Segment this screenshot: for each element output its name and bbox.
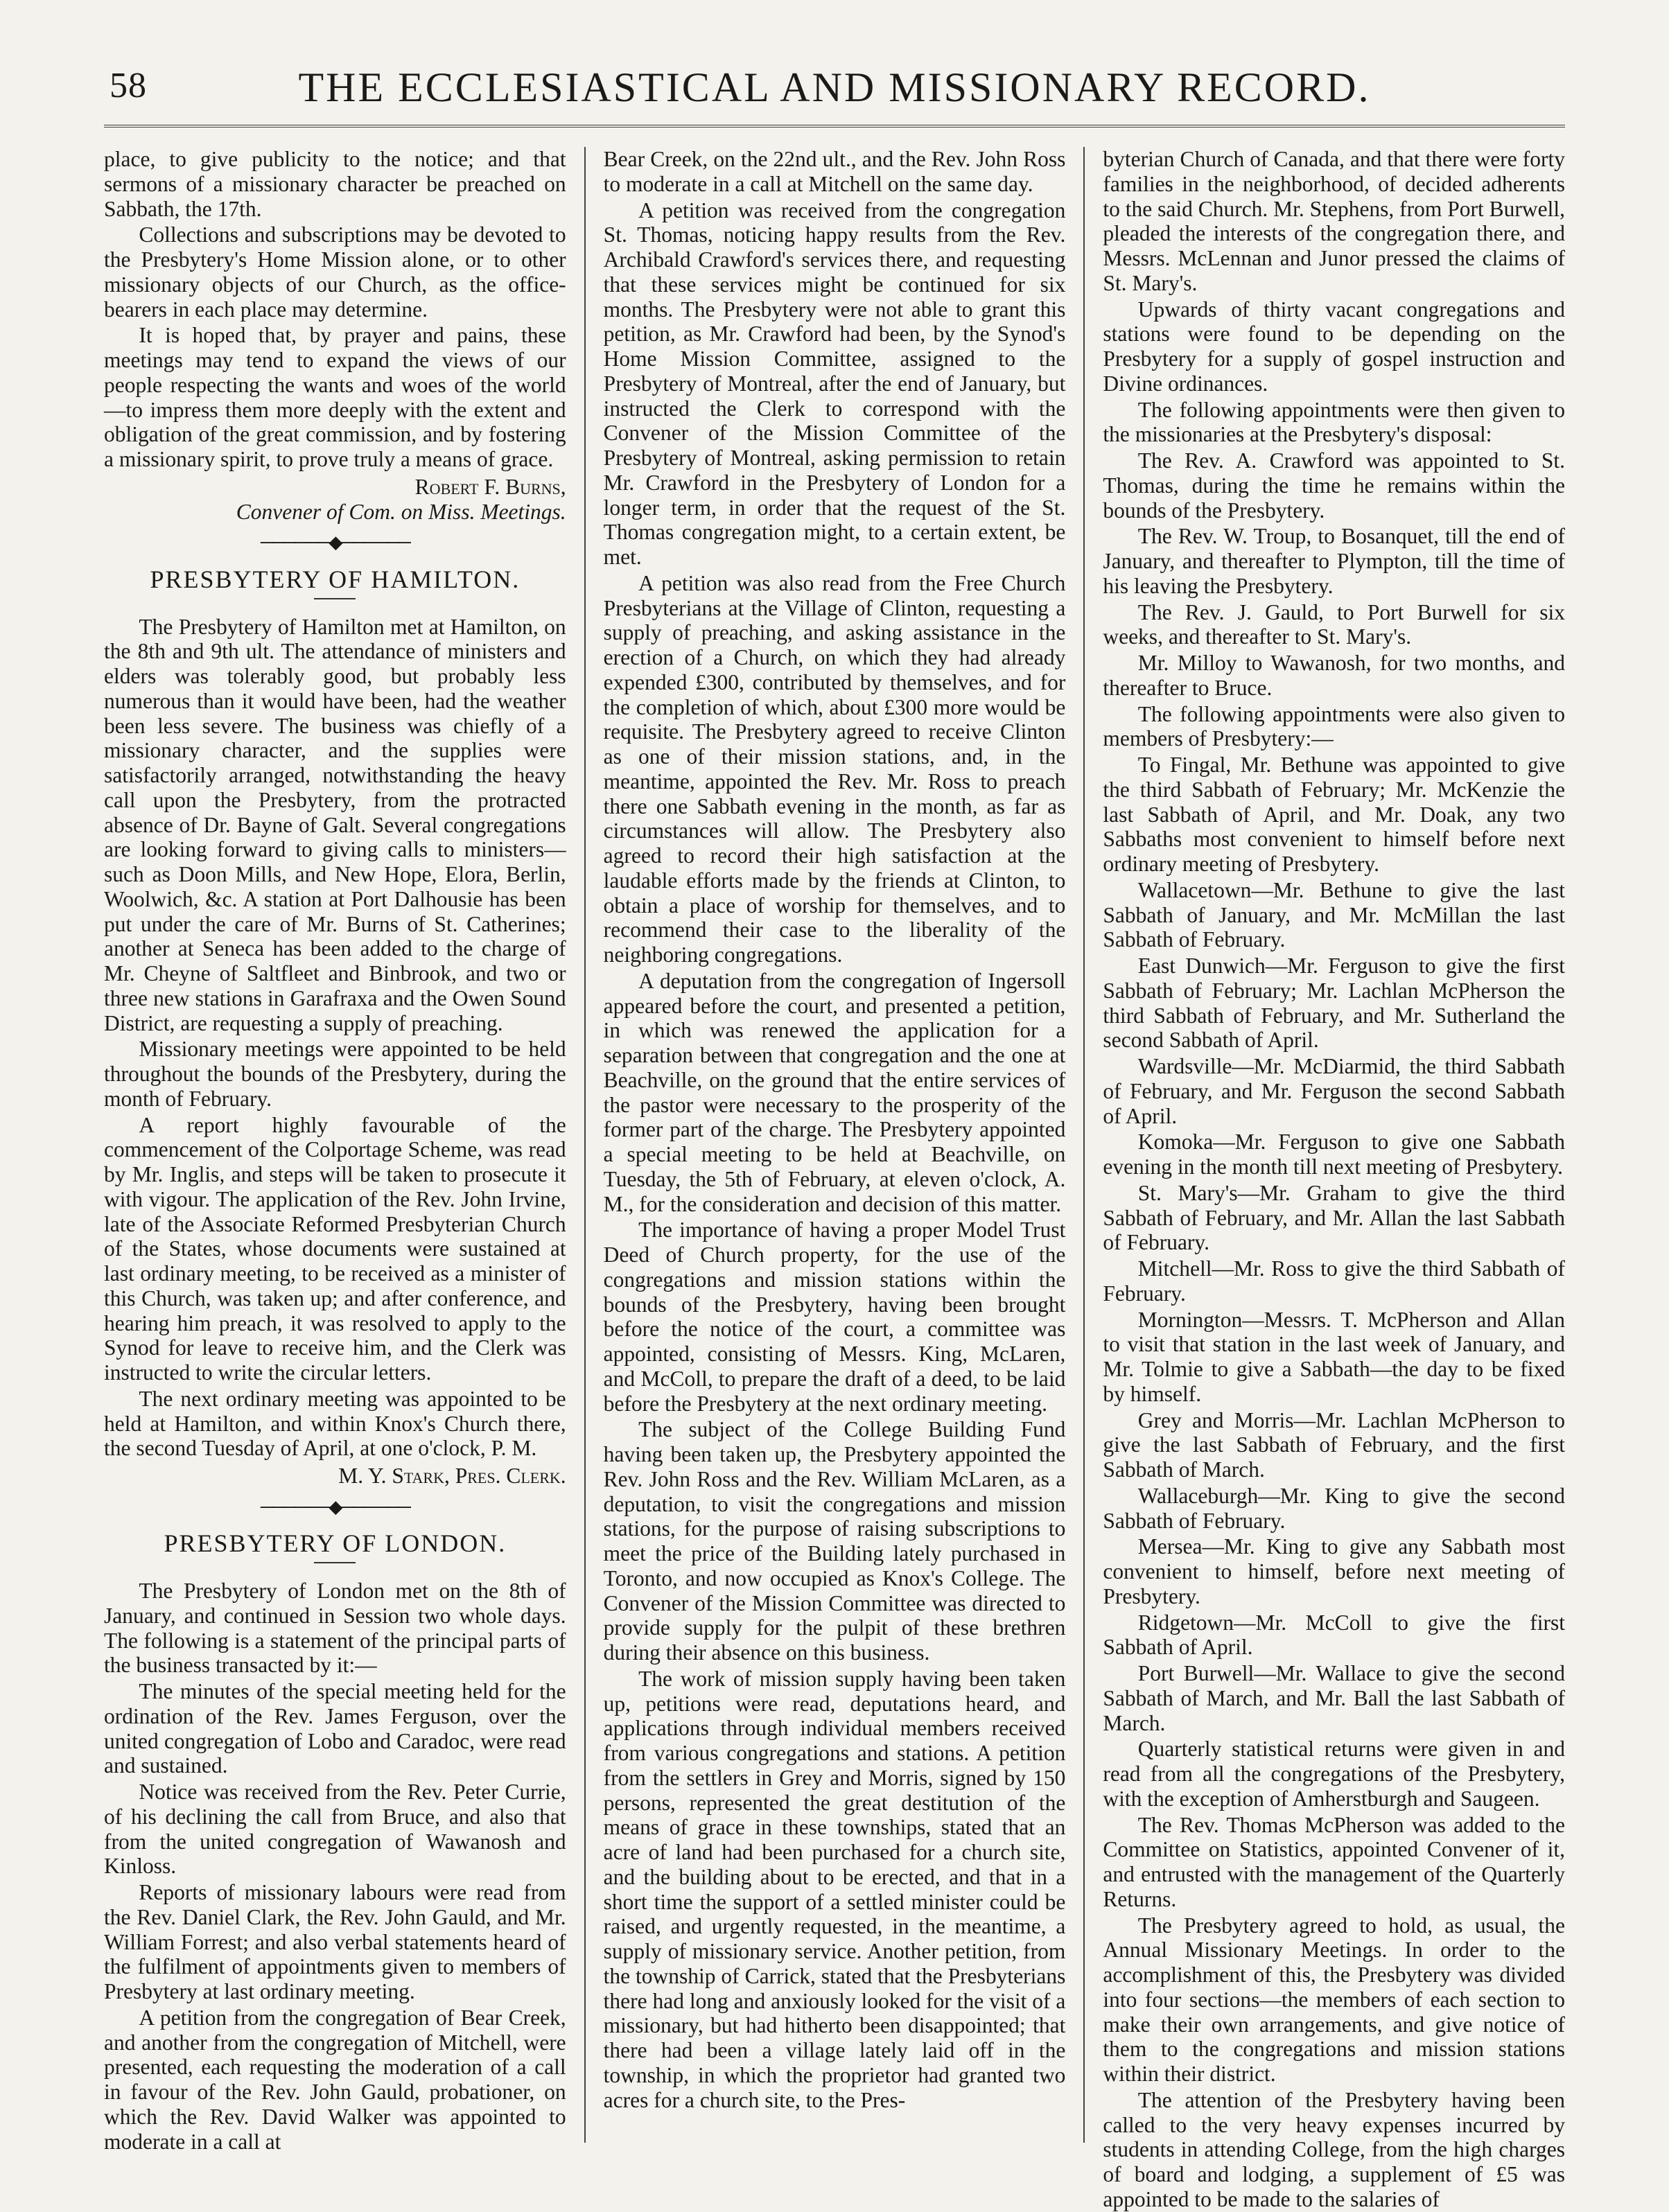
paragraph: The following appointments were also given to members of Presbytery:— (1103, 701, 1566, 751)
paragraph: Notice was received from the Rev. Peter Currie, of his declining the call from Bruce, and also that from the united congregation of Wawanosh and Kinloss. (104, 1780, 566, 1879)
paragraph: Komoka—Mr. Ferguson to give one Sabbath evening in the month till next meeting of Presbytery. (1103, 1130, 1566, 1179)
paragraph: The attention of the Presbytery having been called to the very heavy expenses incurred by students in attending College, from the high charges of board and lodging, a supplement of £5 was appointed to be made to the salaries of (1103, 2087, 1566, 2211)
paragraph: A petition was received from the congregation St. Thomas, noticing happy results from the Rev. Archibald Crawford's services there, and requesting that these services might be continued for six months. The Presbytery were not able to grant this petition, as Mr. Crawford had been, by the Synod's Home Mission Committee, assigned to the Presbytery of Montreal, after the end of January, but instructed the Clerk to correspond with the Convener of the Mission Committee of the Presbytery of Montreal, asking permission to retain Mr. Crawford in the Presbytery of London for a longer term, in order that the request of the St. Thomas congregation might, to a certain extent, be met. (603, 198, 1066, 569)
paragraph: A petition was also read from the Free Church Presbyterians at the Village of Clinton, requesting a supply of preaching, and asking assistance in the erection of a Church, on which they had already expended £300, contributed by themselves, and for the completion of which, about £300 more would be requisite. The Presbytery agreed to receive Clinton as one of their mission stations, and, in the meantime, appointed the Rev. Mr. Ross to preach there one Sabbath evening in the month, as far as circumstances will allow. The Presbytery also agreed to record their high satisfaction at the laudable efforts made by the friends at Clinton, to obtain a place of worship for themselves, and to recommend their case to the liberality of the neighboring congregations. (603, 570, 1066, 967)
section-divider-ornament: ──────◆────── (260, 1496, 410, 1517)
paragraph: The Rev. A. Crawford was appointed to St. Thomas, during the time he remains within the bounds of the Presbytery. (1103, 448, 1566, 523)
paragraph: Reports of missionary labours were read from the Rev. Daniel Clark, the Rev. John Gauld, and Mr. William Forrest; and also verbal statements heard of the fulfilment of appointments given to members of Presbytery at last ordinary meeting. (104, 1880, 566, 2004)
article-columns (104, 147, 1566, 2211)
page-title: THE ECCLESIASTICAL AND MISSIONARY RECORD. (298, 64, 1371, 110)
paragraph: Mitchell—Mr. Ross to give the third Sabbath of February. (1103, 1256, 1566, 1306)
heading-presbytery-of-london: PRESBYTERY OF LONDON. (164, 1529, 507, 1558)
clerk-signature: M. Y. Stark, Pres. Clerk. (338, 1464, 566, 1489)
paragraph: The Presbytery agreed to hold, as usual, the Annual Missionary Meetings. In order to the accomplishment of this, the Presbytery was divided into four sections—the members of each section to make their own arrangements, and give notice of them to the congregations and mission stations within their district. (1103, 1913, 1566, 2086)
paragraph: Missionary meetings were appointed to be held throughout the bounds of the Presbytery, during the month of February. (104, 1037, 566, 1111)
paragraph: East Dunwich—Mr. Ferguson to give the first Sabbath of February; Mr. Lachlan McPherson the third Sabbath of February, and Mr. Sutherland the second Sabbath of April. (1103, 954, 1566, 1053)
heading-rule (314, 1562, 356, 1563)
paragraph: Wallacetown—Mr. Bethune to give the last Sabbath of January, and Mr. McMillan the last Sabbath of February. (1103, 877, 1566, 952)
paragraph: The Rev. J. Gauld, to Port Burwell for six weeks, and thereafter to St. Mary's. (1103, 599, 1566, 649)
paragraph: To Fingal, Mr. Bethune was appointed to give the third Sabbath of February; Mr. McKenzie the last Sabbath of April, and Mr. Doak, any two Sabbaths most convenient to himself before next ordinary meeting of Presbytery. (1103, 753, 1566, 876)
paragraph: The Rev. Thomas McPherson was added to the Committee on Statistics, appointed Convener of it, and entrusted with the management of the Quarterly Returns. (1103, 1812, 1566, 1911)
signature-title: Convener of Com. on Miss. Meetings. (236, 499, 566, 524)
column-divider (1083, 147, 1085, 2143)
paragraph: The minutes of the special meeting held for the ordination of the Rev. James Ferguson, over the united congregation of Lobo and Caradoc, were read and sustained. (104, 1679, 566, 1778)
paragraph: The following appointments were then given to the missionaries at the Presbytery's disposal: (1103, 397, 1566, 447)
paragraph: The subject of the College Building Fund having been taken up, the Presbytery appointed the Rev. John Ross and the Rev. William McLaren, as a deputation, to visit the congregations and mission stations, for the purpose of raising subscriptions to meet the price of the Building lately purchased in Toronto, and now occupied as Knox's College. The Convener of the Mission Committee was directed to provide supply for the pulpit of these brethren during their absence on this business. (603, 1417, 1066, 1665)
paragraph: The work of mission supply having been taken up, petitions were read, deputations heard, and applications through individual members received from various congregations and stations. A petition from the settlers in Grey and Morris, signed by 150 persons, represented the great destitution of the means of grace in these townships, stated that an acre of land had been purchased for a church site, and the building about to be erected, and that in a short time the support of a settled minister could be raised, and urgently requested, in the meantime, a supply of missionary service. Another petition, from the township of Carrick, stated that the Presbyterians there had long and anxiously looked for the visit of a missionary, but had hitherto been disappointed; that there had been a village lately laid off in the township, in which the proprietor had granted two acres for a church site, to the Pres- (603, 1666, 1066, 2112)
paragraph: Quarterly statistical returns were given in and read from all the congregations of the Presbytery, with the exception of Amherstburgh and Saugeen. (1103, 1737, 1566, 1811)
heading-presbytery-of-hamilton: PRESBYTERY OF HAMILTON. (150, 565, 521, 593)
column-middle (604, 147, 1066, 2143)
section-divider-ornament: ──────◆────── (260, 532, 410, 553)
page-header (104, 58, 1565, 128)
page-number: 58 (110, 66, 147, 105)
paragraph: Collections and subscriptions may be devoted to the Presbytery's Home Mission alone, or to other missionary objects of our Church, as the office-bearers in each place may determine. (104, 222, 566, 322)
paragraph: byterian Church of Canada, and that there were forty families in the neighborhood, of decided adherents to the said Church. Mr. Stephens, from Port Burwell, pleaded the interests of the congregation there, and Messrs. McLennan and Junor pressed the claims of St. Mary's. (1103, 147, 1566, 295)
paragraph: A petition from the congregation of Bear Creek, and another from the congregation of Mitchell, were presented, each requesting the moderation of a call in favour of the Rev. John Gauld, probationer, on which the Rev. David Walker was appointed to moderate in a call at (104, 2005, 566, 2154)
paragraph: The importance of having a proper Model Trust Deed of Church property, for the use of the congregations and mission stations within the bounds of the Presbytery, having been brought before the notice of the court, a committee was appointed, consisting of Messrs. King, McLaren, and McColl, to prepare the draft of a deed, to be laid before the Presbytery at the next ordinary meeting. (603, 1218, 1066, 1416)
paragraph: Ridgetown—Mr. McColl to give the first Sabbath of April. (1103, 1610, 1566, 1660)
paragraph: The next ordinary meeting was appointed to be held at Hamilton, and within Knox's Church there, the second Tuesday of April, at one o'clock, P. M. (104, 1386, 566, 1461)
paragraph: Upwards of thirty vacant congregations and stations were found to be depending on the Presbytery for a supply of gospel instruction and Divine ordinances. (1103, 297, 1566, 396)
column-divider (584, 147, 586, 2143)
paragraph: It is hoped that, by prayer and pains, these meetings may tend to expand the views of our people respecting the wants and woes of the world—to impress them more deeply with the extent and obligation of the great commission, and by fostering a missionary spirit, to prove truly a means of grace. (104, 323, 566, 471)
paragraph: Mornington—Messrs. T. McPherson and Allan to visit that station in the last week of January, and Mr. Tolmie to give a Sabbath—the day to be fixed by himself. (1103, 1307, 1566, 1406)
paragraph: Mr. Milloy to Wawanosh, for two months, and thereafter to Bruce. (1103, 651, 1566, 700)
paragraph: place, to give publicity to the notice; and that sermons of a missionary character be preached on Sabbath, the 17th. (104, 147, 566, 221)
paragraph: Mersea—Mr. King to give any Sabbath most convenient to himself, before next meeting of Presbytery. (1103, 1534, 1566, 1608)
paragraph: A deputation from the congregation of Ingersoll appeared before the court, and presented a petition, in which was renewed the application for a separation between that congregation and the one at Beachville, on the ground that the entire services of the pastor were necessary to the prosperity of the former part of the charge. The Presbytery appointed a special meeting to be held at Beachville, on Tuesday, the 5th of February, at eleven o'clock, A. M., for the consideration and decision of this matter. (603, 968, 1066, 1216)
column-right (1103, 147, 1566, 2211)
paragraph: The Rev. W. Troup, to Bosanquet, till the end of January, and thereafter to Plympton, till the time of his leaving the Presbytery. (1103, 524, 1566, 598)
column-left (104, 147, 566, 2154)
paragraph: The Presbytery of Hamilton met at Hamilton, on the 8th and 9th ult. The attendance of ministers and elders was tolerably good, but probably less numerous than it would have been, had the weather been less severe. The business was chiefly of a missionary character, and the supplies were satisfactorily arranged, notwithstanding the heavy call upon the Presbytery, from the protracted absence of Dr. Bayne of Galt. Several congregations are looking forward to giving calls to ministers—such as Doon Mills, and New Hope, Elora, Berlin, Woolwich, &c. A station at Port Dalhousie has been put under the care of Mr. Burns of St. Catherines; another at Seneca has been added to the charge of Mr. Cheyne of Saltfleet and Binbrook, and two or three new stations in Garafraxa and the Owen Sound District, are requesting a supply of preaching. (104, 614, 566, 1035)
heading-rule (314, 598, 356, 599)
signature-name: Robert F. Burns, (414, 474, 566, 499)
paragraph: St. Mary's—Mr. Graham to give the third Sabbath of February, and Mr. Allan the last Sabbath of February. (1103, 1180, 1566, 1255)
paragraph: Wardsville—Mr. McDiarmid, the third Sabbath of February, and Mr. Ferguson the second Sabbath of April. (1103, 1054, 1566, 1128)
paragraph: Bear Creek, on the 22nd ult., and the Rev. John Ross to moderate in a call at Mitchell on the same day. (603, 147, 1066, 196)
paragraph: Wallaceburgh—Mr. King to give the second Sabbath of February. (1103, 1483, 1566, 1533)
paragraph: Port Burwell—Mr. Wallace to give the second Sabbath of March, and Mr. Ball the last Sabbath of March. (1103, 1661, 1566, 1735)
paragraph: A report highly favourable of the commencement of the Colportage Scheme, was read by Mr. Inglis, and steps will be taken to prosecute it with vigour. The application of the Rev. John Irvine, late of the Associate Reformed Presbyterian Church of the States, whose documents were sustained at last ordinary meeting, to be received as a minister of this Church, was taken up; and after conference, and hearing him preach, it was resolved to apply to the Synod for leave to receive him, and the Clerk was instructed to write the circular letters. (104, 1112, 566, 1385)
paragraph: Grey and Morris—Mr. Lachlan McPherson to give the last Sabbath of February, and the first Sabbath of March. (1103, 1407, 1566, 1482)
paragraph: The Presbytery of London met on the 8th of January, and continued in Session two whole days. The following is a statement of the principal parts of the business transacted by it:— (104, 1579, 566, 1678)
